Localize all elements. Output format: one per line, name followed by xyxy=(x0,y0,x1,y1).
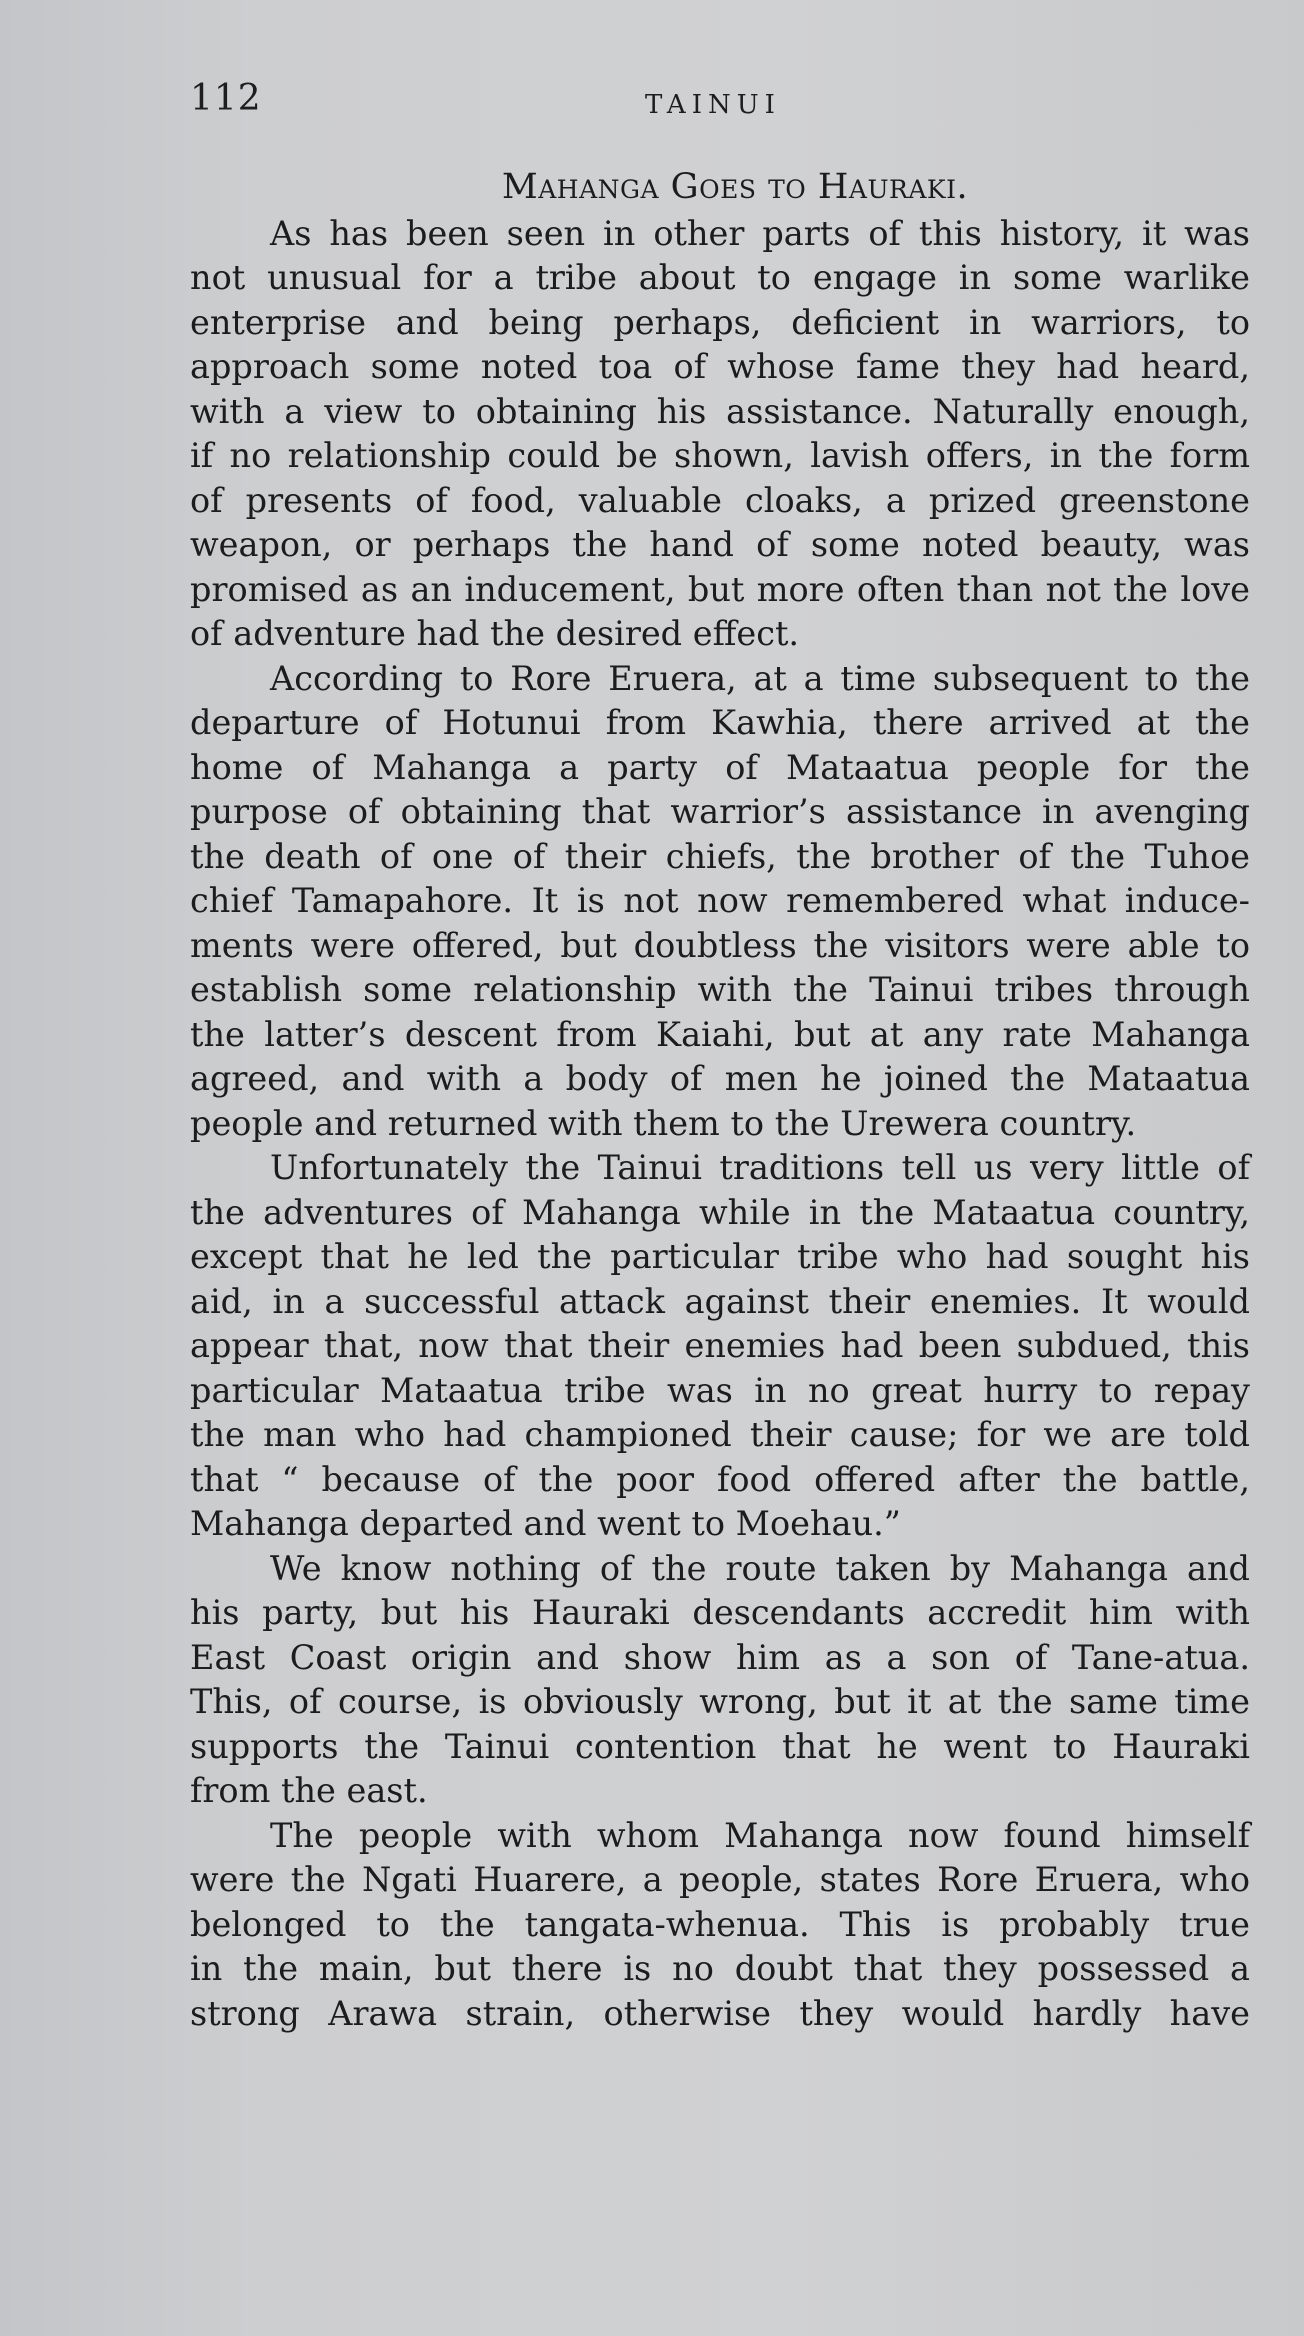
text-line: the death of one of their chiefs, the brother of the Tuhoe xyxy=(190,836,1250,876)
text-line: We know nothing of the route taken by Mahanga and xyxy=(270,1548,1250,1588)
text-line: chief Tamapahore. It is not now remembered what induce- xyxy=(190,881,1250,920)
text-line: supports the Tainui contention that he went to Hauraki xyxy=(190,1726,1250,1766)
text-line: except that he led the particular tribe who had sought his xyxy=(190,1237,1250,1276)
text-line: his party, but his Hauraki descendants accredit him with xyxy=(190,1593,1250,1632)
text-line: appear that, now that their enemies had been subdued, this xyxy=(190,1326,1250,1365)
paragraph xyxy=(190,1146,1250,1547)
text-line: This, of course, is obviously wrong, but it at the same time xyxy=(190,1682,1250,1721)
text-line: were the Ngati Huarere, a people, states Rore Eruera, who xyxy=(190,1860,1250,1899)
page-header xyxy=(190,78,1250,128)
text-line: if no relationship could be shown, lavish offers, in the form xyxy=(190,436,1250,475)
text-line: the adventures of Mahanga while in the Mataatua country, xyxy=(190,1192,1250,1232)
text-line: people and returned with them to the Urewera country. xyxy=(190,1103,1137,1143)
text-line: the man who had championed their cause; for we are told xyxy=(190,1415,1250,1454)
text-line: that “ because of the poor food offered after the battle, xyxy=(190,1459,1250,1499)
text-line: of presents of food, valuable cloaks, a prized greenstone xyxy=(190,480,1250,520)
text-line: Unfortunately the Tainui traditions tell us very little of xyxy=(270,1148,1250,1187)
page-number: 112 xyxy=(190,78,262,119)
text-line: agreed, and with a body of men he joined the Mataatua xyxy=(190,1059,1250,1098)
paragraph xyxy=(190,1547,1250,1814)
text-line: weapon, or perhaps the hand of some noted beauty, was xyxy=(190,525,1250,564)
paragraph xyxy=(190,657,1250,1147)
text-line: belonged to the tangata-whenua. This is probably true xyxy=(190,1904,1250,1944)
text-line: ments were offered, but doubtless the visitors were able to xyxy=(190,925,1250,965)
text-line: home of Mahanga a party of Mataatua people for the xyxy=(190,747,1250,787)
paragraph xyxy=(190,212,1250,657)
running-head: TAINUI xyxy=(645,90,781,120)
text-line: particular Mataatua tribe was in no great hurry to repay xyxy=(190,1370,1250,1410)
text-line: establish some relationship with the Tainui tribes through xyxy=(190,970,1250,1009)
text-line: of adventure had the desired effect. xyxy=(190,614,800,653)
paragraph xyxy=(190,1814,1250,2037)
text-line: East Coast origin and show him as a son of Tane-atua. xyxy=(190,1637,1250,1677)
text-line: the latter’s descent from Kaiahi, but at any rate Mahanga xyxy=(190,1014,1250,1054)
text-line: with a view to obtaining his assistance. Naturally enough, xyxy=(190,391,1250,431)
text-line: enterprise and being perhaps, deficient in warriors, to xyxy=(190,302,1250,342)
text-line: not unusual for a tribe about to engage in some warlike xyxy=(190,258,1250,297)
text-line: in the main, but there is no doubt that they possessed a xyxy=(190,1949,1250,1988)
text-line: aid, in a successful attack against their enemies. It would xyxy=(190,1281,1250,1321)
text-line: According to Rore Eruera, at a time subsequent to the xyxy=(270,658,1250,698)
text-line: approach some noted toa of whose fame they had heard, xyxy=(190,347,1250,386)
section-title: Mahanga Goes to Hauraki. xyxy=(501,167,969,207)
text-line: from the east. xyxy=(190,1771,428,1810)
text-line: promised as an inducement, but more often than not the love xyxy=(190,569,1250,609)
text-line: departure of Hotunui from Kawhia, there arrived at the xyxy=(190,703,1250,742)
body-text xyxy=(190,165,1250,2036)
text-line: As has been seen in other parts of this history, it was xyxy=(270,213,1250,253)
text-line: strong Arawa strain, otherwise they would hardly have xyxy=(190,1993,1250,2033)
text-line: The people with whom Mahanga now found himself xyxy=(270,1815,1250,1855)
text-line: purpose of obtaining that warrior’s assistance in avenging xyxy=(190,792,1250,831)
text-line: Mahanga departed and went to Moehau.” xyxy=(190,1504,901,1543)
